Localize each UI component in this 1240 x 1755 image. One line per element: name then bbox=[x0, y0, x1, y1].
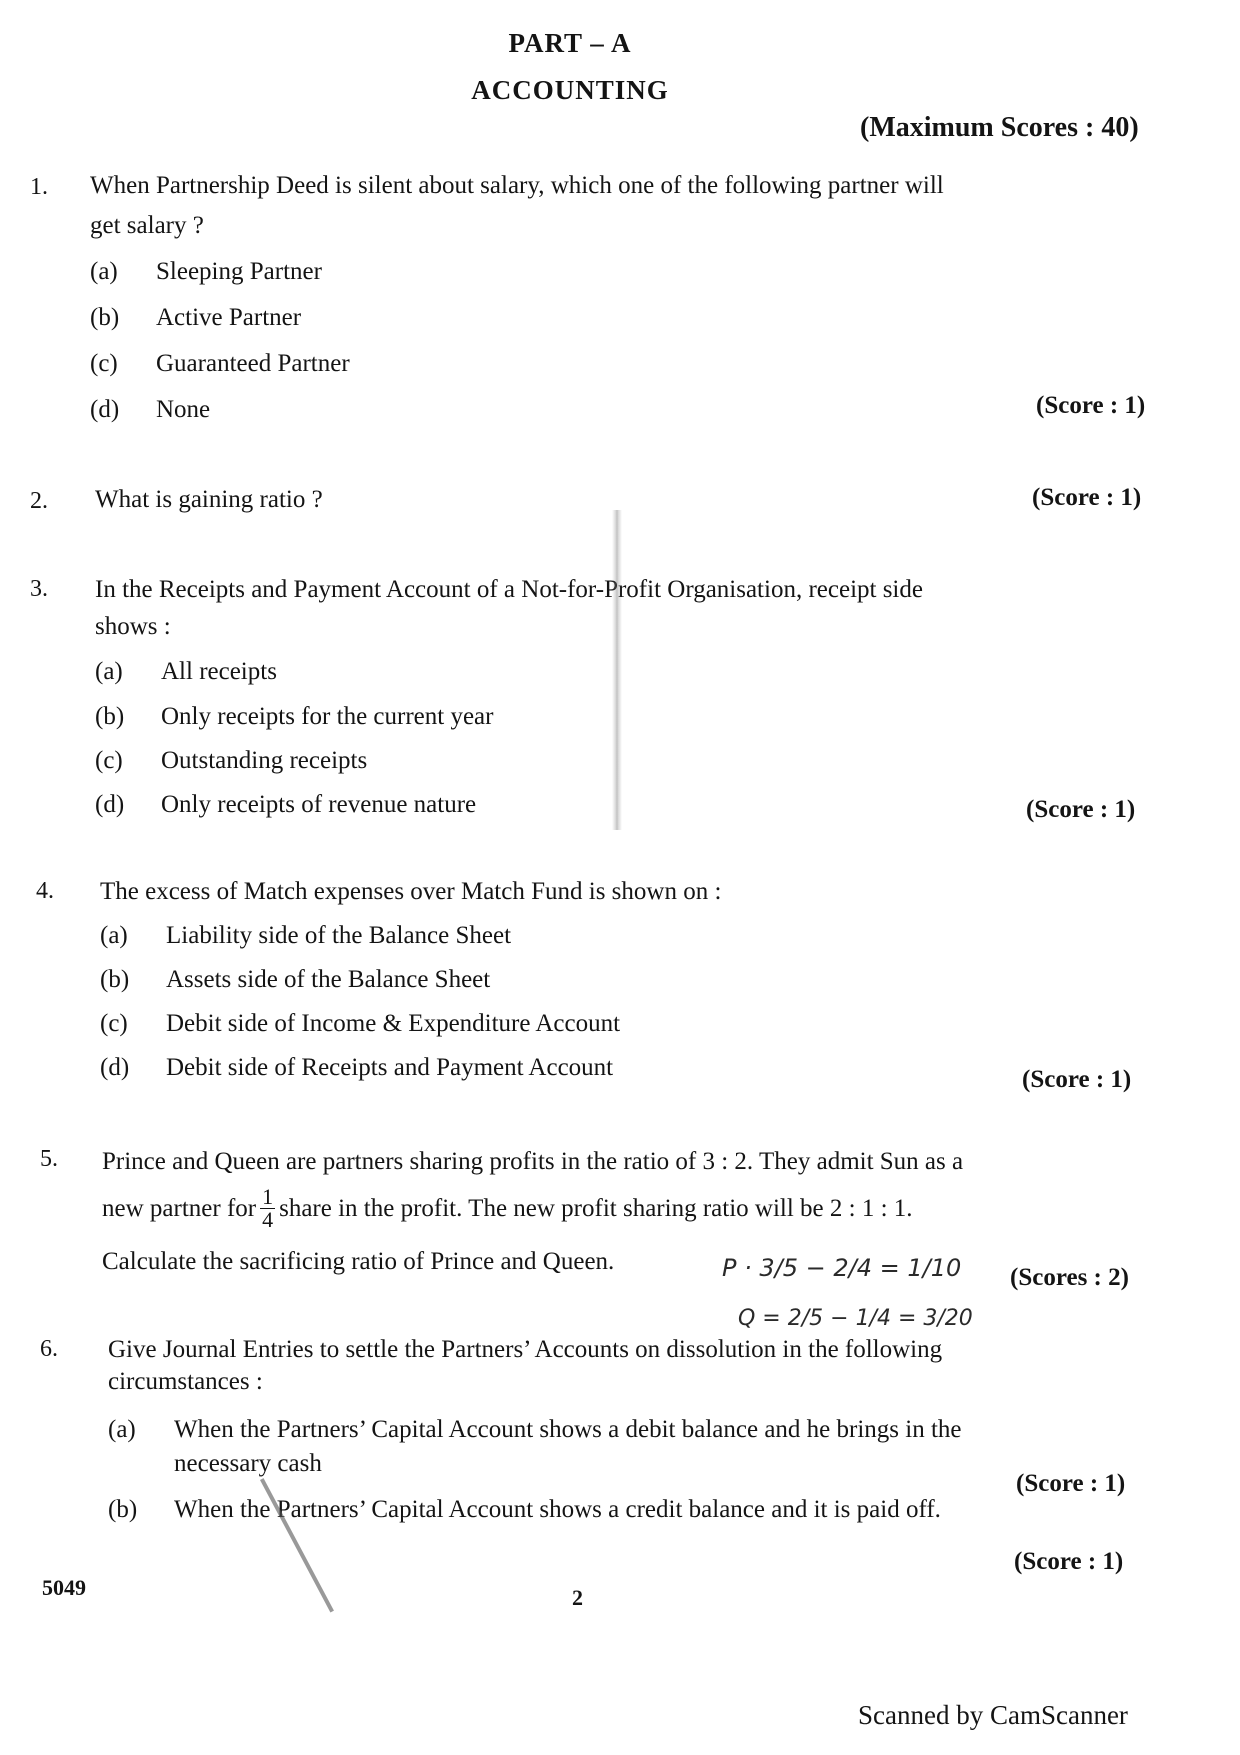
score-label: (Score : 1) bbox=[1014, 1548, 1124, 1575]
question-text: The excess of Match expenses over Match Fund is shown on : bbox=[100, 878, 722, 905]
option-text: Assets side of the Balance Sheet bbox=[166, 966, 491, 993]
option-letter: (d) bbox=[100, 1054, 130, 1081]
question-number: 6. bbox=[40, 1336, 58, 1362]
option bbox=[90, 350, 350, 378]
option-letter: (b) bbox=[100, 966, 130, 993]
option-text: Debit side of Receipts and Payment Account bbox=[166, 1054, 614, 1081]
option bbox=[100, 1010, 620, 1038]
question-number: 2. bbox=[30, 488, 48, 514]
handwritten-note: Q = 2/5 − 1/4 = 3/20 bbox=[738, 1306, 973, 1331]
question-text: When Partnership Deed is silent about salary, which one of the following partner will bbox=[90, 172, 944, 199]
question-text: circumstances : bbox=[108, 1368, 263, 1395]
option bbox=[90, 396, 210, 424]
score-label: (Score : 1) bbox=[1016, 1470, 1126, 1497]
handwritten-note: P · 3/5 − 2/4 = 1/10 bbox=[722, 1254, 962, 1282]
option-letter: (c) bbox=[95, 747, 123, 774]
option-letter: (a) bbox=[90, 258, 118, 285]
question-text-with-fraction bbox=[102, 1186, 913, 1231]
score-label: (Scores : 2) bbox=[1010, 1264, 1129, 1291]
option bbox=[95, 703, 493, 731]
option-text: Outstanding receipts bbox=[161, 747, 368, 774]
part-heading: PART – A bbox=[508, 28, 632, 58]
option-letter: (d) bbox=[90, 396, 120, 423]
option bbox=[100, 922, 511, 950]
maximum-scores: (Maximum Scores : 40) bbox=[860, 112, 1139, 143]
option-text: Guaranteed Partner bbox=[156, 350, 350, 377]
option-letter: (b) bbox=[90, 304, 120, 331]
option bbox=[108, 1496, 941, 1524]
score-label: (Score : 1) bbox=[1026, 796, 1136, 823]
option bbox=[108, 1416, 962, 1444]
question-text: Calculate the sacrificing ratio of Prince and Queen. bbox=[102, 1248, 615, 1275]
option-letter: (b) bbox=[108, 1496, 138, 1523]
option-letter: (a) bbox=[95, 658, 123, 685]
option bbox=[100, 1054, 613, 1082]
question-text: In the Receipts and Payment Account of a Not-for-Profit Organisation, receipt side bbox=[95, 576, 923, 603]
option-letter: (c) bbox=[100, 1010, 128, 1037]
scan-crease-mark bbox=[612, 510, 622, 830]
option-letter: (d) bbox=[95, 791, 125, 818]
question-number: 1. bbox=[30, 174, 48, 200]
option-text: Active Partner bbox=[156, 304, 302, 331]
scanner-watermark: Scanned by CamScanner bbox=[858, 1700, 1128, 1730]
option-text: Debit side of Income & Expenditure Account bbox=[166, 1010, 621, 1037]
question-text: What is gaining ratio ? bbox=[95, 486, 323, 513]
page-number: 2 bbox=[572, 1585, 583, 1610]
score-label: (Score : 1) bbox=[1036, 392, 1146, 419]
option-text: Liability side of the Balance Sheet bbox=[166, 922, 512, 949]
option bbox=[95, 747, 367, 775]
fraction-one-quarter bbox=[260, 1186, 275, 1231]
paper-code: 5049 bbox=[42, 1575, 86, 1600]
question-number: 5. bbox=[40, 1146, 58, 1172]
score-label: (Score : 1) bbox=[1032, 484, 1142, 511]
score-label: (Score : 1) bbox=[1022, 1066, 1132, 1093]
question-text: share in the profit. The new profit sharing ratio will be 2 : 1 : 1. bbox=[279, 1194, 913, 1222]
option bbox=[95, 658, 277, 686]
question-text: new partner for bbox=[102, 1194, 257, 1222]
option-text: All receipts bbox=[161, 658, 277, 685]
fraction-denominator: 4 bbox=[262, 1207, 274, 1232]
option-letter: (b) bbox=[95, 703, 125, 730]
option-letter: (c) bbox=[90, 350, 118, 377]
option-text-continued: necessary cash bbox=[174, 1450, 322, 1477]
option bbox=[90, 304, 301, 332]
option bbox=[95, 791, 476, 819]
option-text: Only receipts of revenue nature bbox=[161, 791, 477, 818]
option bbox=[90, 258, 322, 286]
option-letter: (a) bbox=[100, 922, 128, 949]
question-number: 4. bbox=[36, 878, 54, 904]
option-text: None bbox=[156, 396, 211, 423]
question-text: Give Journal Entries to settle the Partners’ Accounts on dissolution in the following bbox=[108, 1336, 943, 1363]
option-letter: (a) bbox=[108, 1416, 136, 1443]
option-text: Sleeping Partner bbox=[156, 258, 322, 285]
fraction-numerator: 1 bbox=[262, 1184, 274, 1209]
option-text: When the Partners’ Capital Account shows a debit balance and he brings in the bbox=[174, 1416, 962, 1443]
option-text: Only receipts for the current year bbox=[161, 703, 494, 730]
question-text: shows : bbox=[95, 613, 171, 640]
option bbox=[100, 966, 490, 994]
subject-heading: ACCOUNTING bbox=[471, 75, 669, 105]
question-text: get salary ? bbox=[90, 212, 204, 239]
option-text: When the Partners’ Capital Account shows a credit balance and it is paid off. bbox=[174, 1496, 941, 1523]
question-text: Prince and Queen are partners sharing profits in the ratio of 3 : 2. They admit Sun as a bbox=[102, 1148, 964, 1175]
question-number: 3. bbox=[30, 576, 48, 602]
